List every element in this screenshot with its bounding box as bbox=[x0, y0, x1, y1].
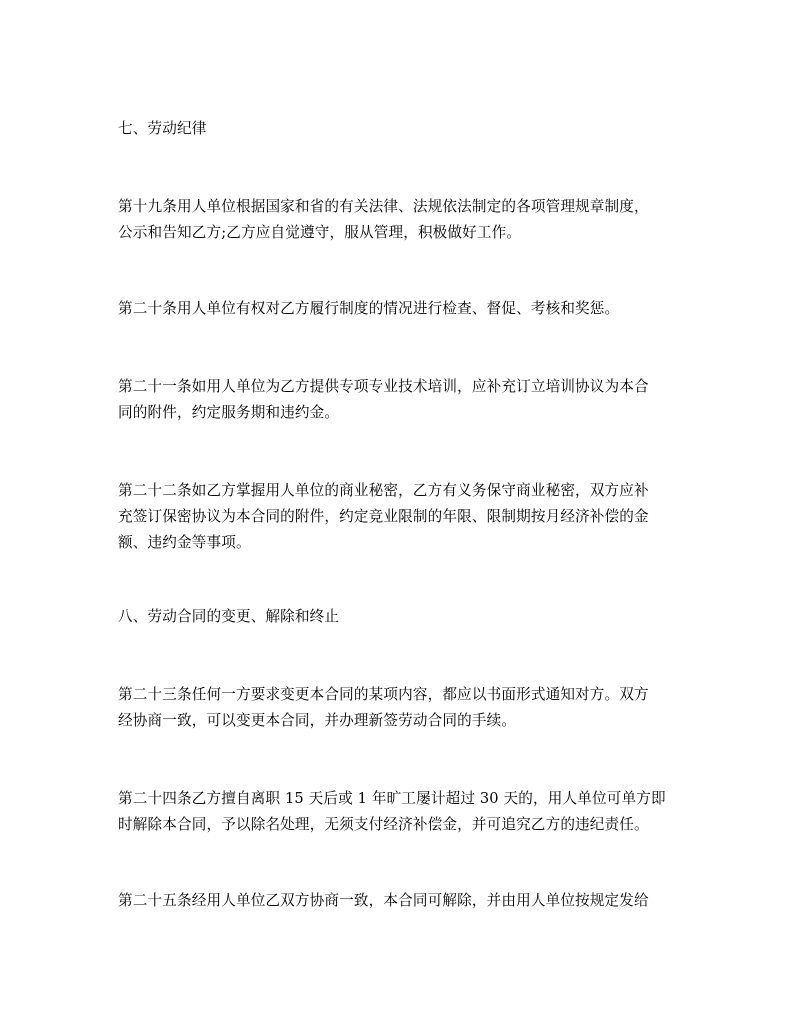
text-line: 第二十四条乙方擅自离职 15 天后或 1 年旷工屡计超过 30 天的，用人单位可单方即 bbox=[118, 790, 666, 807]
section-heading-labor-discipline bbox=[118, 116, 684, 142]
article-19-paragraph bbox=[118, 194, 684, 246]
text-line: 第二十二条如乙方掌握用人单位的商业秘密，乙方有义务保守商业秘密，双方应补 bbox=[118, 482, 649, 499]
article-24-paragraph bbox=[118, 786, 684, 838]
article-23-paragraph bbox=[118, 682, 684, 734]
text-line: 第二十条用人单位有权对乙方履行制度的情况进行检查、督促、考核和奖惩。 bbox=[118, 300, 620, 317]
text-line: 公示和告知乙方;乙方应自觉遵守，服从管理，积极做好工作。 bbox=[118, 224, 522, 241]
article-25-paragraph bbox=[118, 888, 684, 914]
text-line: 第二十五条经用人单位乙双方协商一致，本合同可解除，并由用人单位按规定发给 bbox=[118, 892, 649, 909]
text-line: 额、违约金等事项。 bbox=[118, 534, 251, 551]
article-22-paragraph bbox=[118, 478, 684, 556]
text-line: 同的附件，约定服务期和违约金。 bbox=[118, 404, 340, 421]
article-20-paragraph bbox=[118, 296, 684, 322]
text-line: 第二十三条任何一方要求变更本合同的某项内容，都应以书面形式通知对方。双方 bbox=[118, 686, 649, 703]
text-line: 第十九条用人单位根据国家和省的有关法律、法规依法制定的各项管理规章制度， bbox=[118, 198, 649, 215]
text-line: 八、劳动合同的变更、解除和终止 bbox=[118, 608, 340, 625]
article-21-paragraph bbox=[118, 374, 684, 426]
text-line: 时解除本合同，予以除名处理，无须支付经济补偿金，并可追究乙方的违纪责任。 bbox=[118, 816, 649, 833]
text-line: 七、劳动纪律 bbox=[118, 120, 207, 137]
text-line: 经协商一致，可以变更本合同，并办理新签劳动合同的手续。 bbox=[118, 712, 517, 729]
text-line: 第二十一条如用人单位为乙方提供专项专业技术培训，应补充订立培训协议为本合 bbox=[118, 378, 649, 395]
section-heading-contract-change bbox=[118, 604, 684, 630]
text-line: 充签订保密协议为本合同的附件，约定竞业限制的年限、限制期按月经济补偿的金 bbox=[118, 508, 649, 525]
